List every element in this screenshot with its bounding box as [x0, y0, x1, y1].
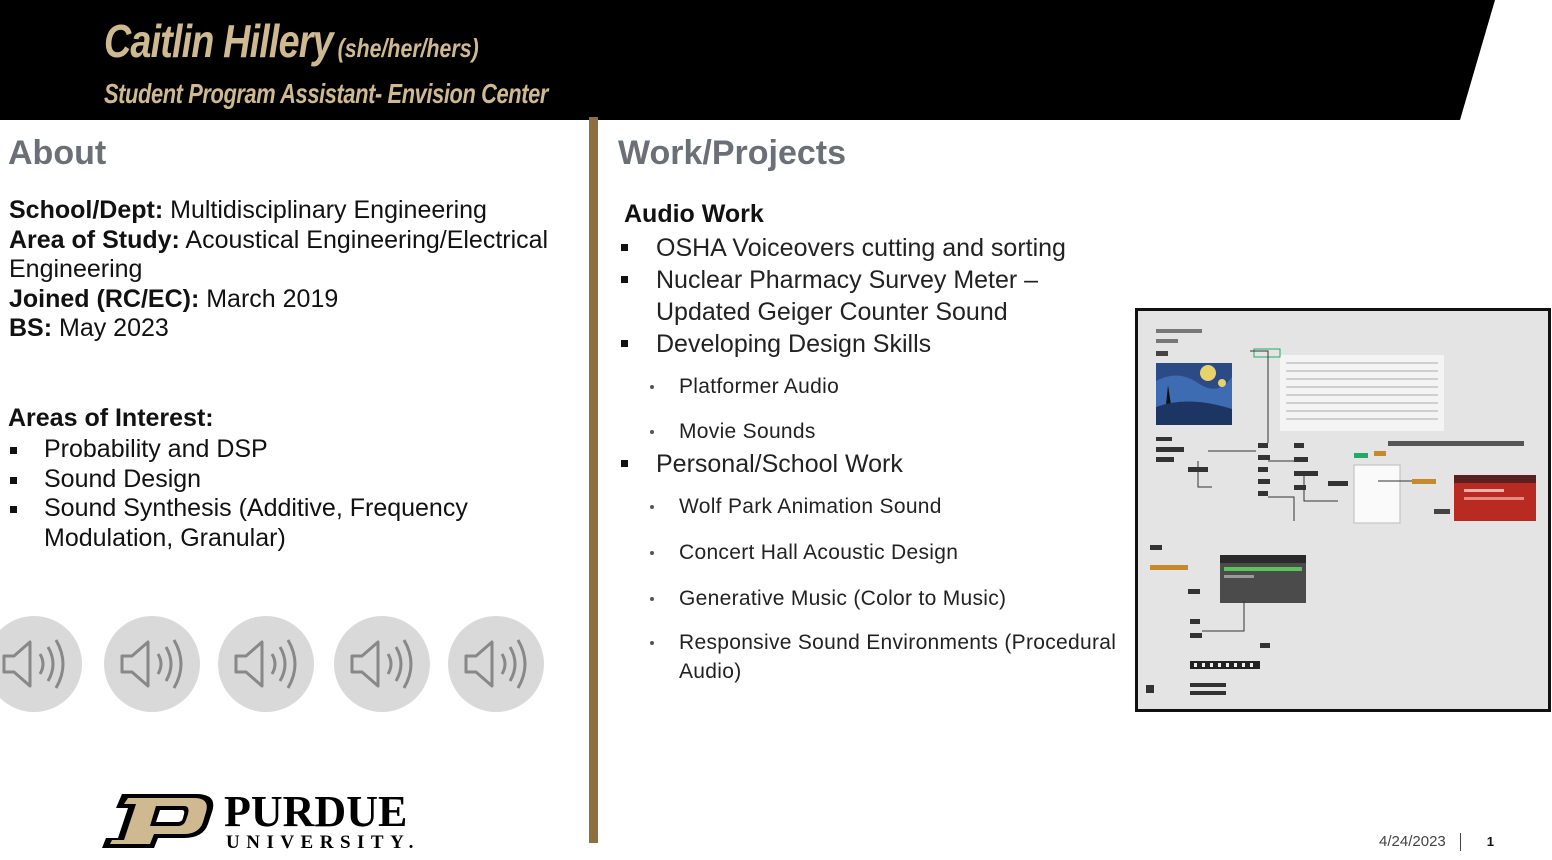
list-item: Developing Design Skills — [618, 328, 1138, 360]
person-role: Student Program Assistant- Envision Center — [104, 78, 548, 109]
about-fields — [9, 196, 589, 344]
audio-buttons — [0, 616, 560, 716]
list-item: Platformer Audio — [618, 372, 1138, 401]
speaker-icon[interactable] — [334, 616, 430, 712]
field-school: School/Dept: Multidisciplinary Engineering — [9, 196, 487, 224]
footer-divider — [1460, 833, 1461, 851]
about-title: About — [8, 134, 107, 172]
interests-list — [8, 435, 568, 553]
person-name: Caitlin Hillery (she/her/hers) — [104, 15, 479, 67]
list-item: Wolf Park Animation Sound — [618, 492, 1138, 521]
slide-date: 4/24/2023 — [1379, 833, 1446, 850]
interests-title: Areas of Interest: — [8, 404, 214, 432]
list-item: Responsive Sound Environments (Procedural Audio) — [618, 628, 1138, 686]
list-item: Nuclear Pharmacy Survey Meter – Updated Geiger Counter Sound — [618, 264, 1138, 328]
speaker-icon[interactable] — [448, 616, 544, 712]
work-list — [618, 232, 1138, 686]
field-bs: BS: May 2023 — [9, 314, 169, 342]
field-joined: Joined (RC/EC): March 2019 — [9, 284, 339, 313]
work-title: Work/Projects — [618, 134, 847, 172]
list-item: Movie Sounds — [618, 417, 1138, 446]
slide-number: 1 — [1486, 834, 1494, 849]
logo-subtitle: UNIVERSITY. — [226, 832, 420, 853]
list-item: OSHA Voiceovers cutting and sorting — [618, 232, 1138, 264]
list-item: Personal/School Work — [618, 448, 1138, 480]
list-item: Generative Music (Color to Music) — [618, 584, 1138, 613]
speaker-icon[interactable] — [218, 616, 314, 712]
audio-work-title: Audio Work — [624, 200, 764, 228]
purdue-p-icon — [100, 790, 218, 850]
pronouns: (she/her/hers) — [337, 33, 479, 63]
list-item: Probability and DSP — [8, 435, 568, 465]
list-item: Concert Hall Acoustic Design — [618, 538, 1138, 567]
patch-screenshot-picture — [1138, 311, 1548, 709]
list-item: Sound Design — [8, 465, 568, 495]
speaker-icon[interactable] — [104, 616, 200, 712]
slide-footer — [1379, 833, 1494, 851]
field-area-of-study: Area of Study: Acoustical Engineering/Electrical Engineering — [9, 225, 549, 283]
speaker-icon[interactable] — [0, 616, 82, 712]
list-item: Sound Synthesis (Additive, Frequency Modulation, Granular) — [8, 494, 568, 553]
column-divider — [589, 117, 598, 843]
patch-screenshot — [1135, 308, 1551, 712]
purdue-logo — [100, 787, 440, 854]
logo-wordmark: PURDUE — [224, 787, 408, 836]
